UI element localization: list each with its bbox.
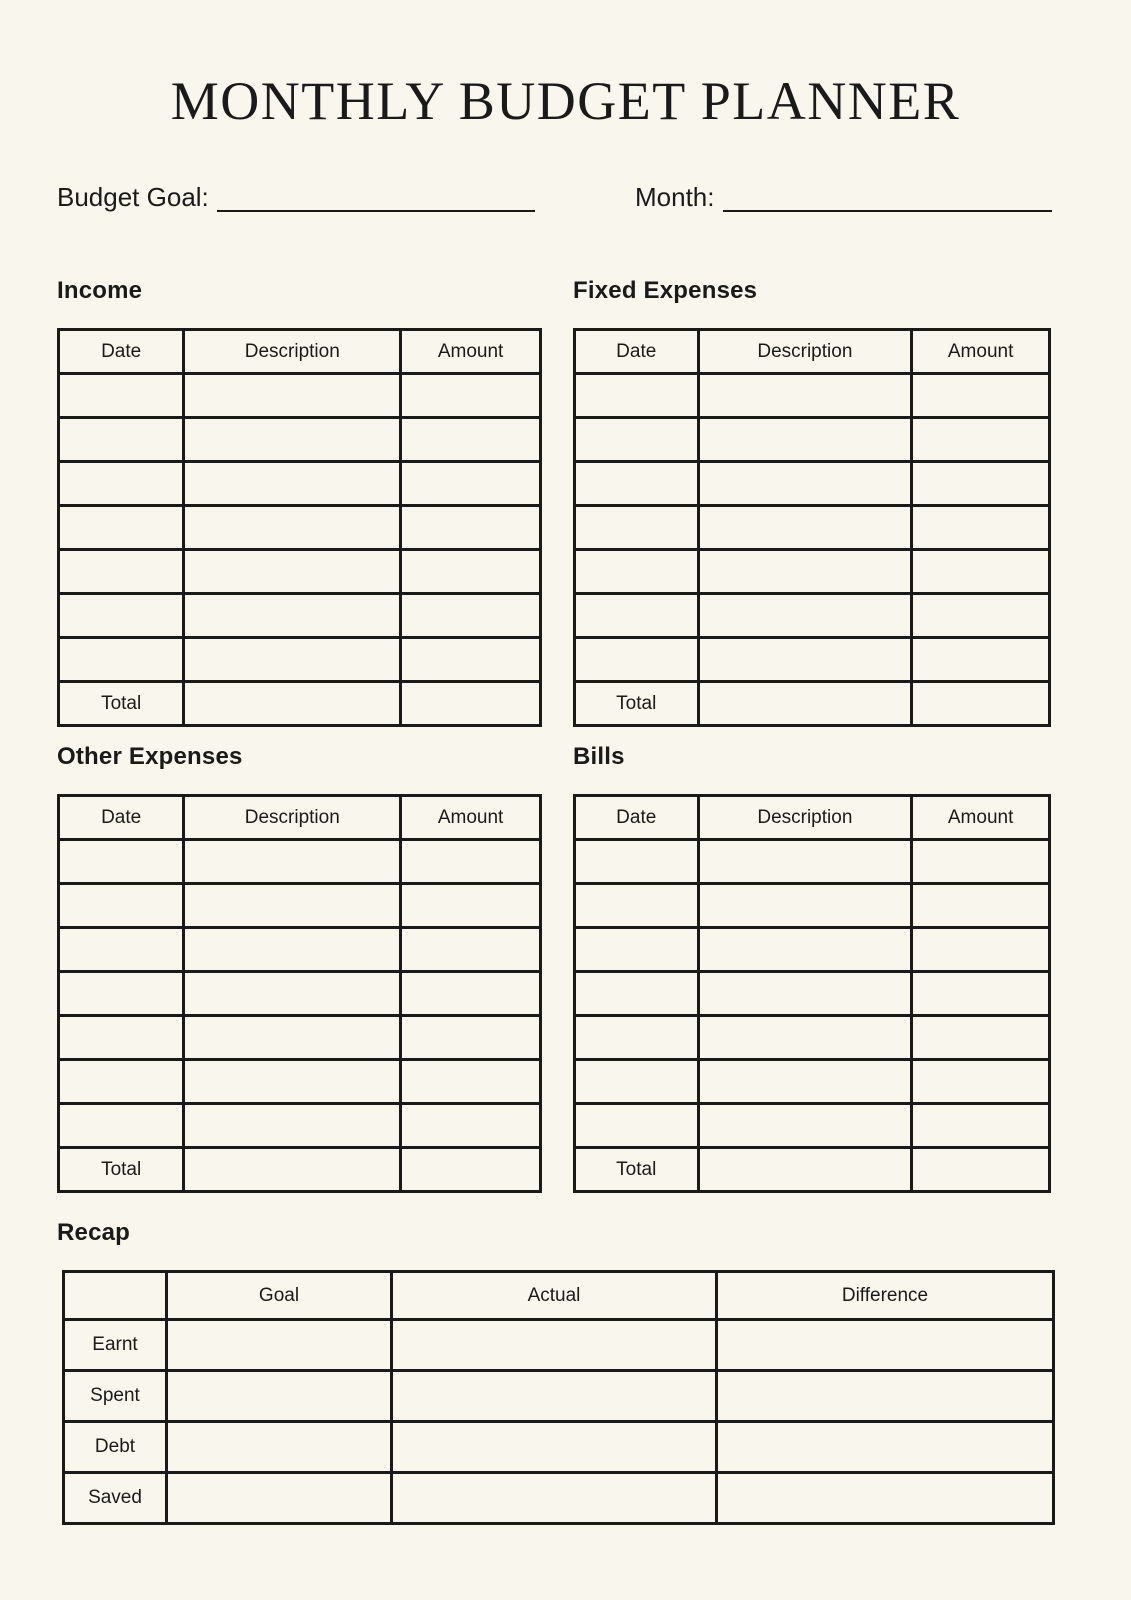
description-cell[interactable] — [698, 374, 912, 418]
column-header-description: Description — [698, 796, 912, 840]
income-table — [57, 328, 542, 727]
table-row — [575, 462, 1050, 506]
budget-goal-input-line[interactable] — [217, 210, 535, 212]
date-cell[interactable] — [59, 972, 184, 1016]
total-amount-cell[interactable] — [401, 682, 541, 726]
column-header-date: Date — [575, 796, 699, 840]
table-header-row — [575, 796, 1050, 840]
total-row — [575, 682, 1050, 726]
description-cell[interactable] — [184, 840, 401, 884]
saved-goal-cell[interactable] — [167, 1473, 392, 1524]
amount-cell[interactable] — [912, 972, 1050, 1016]
table-row — [59, 1104, 541, 1148]
description-cell[interactable] — [698, 972, 912, 1016]
description-cell[interactable] — [184, 594, 401, 638]
debt-goal-cell[interactable] — [167, 1422, 392, 1473]
section-title-fixed-expenses: Fixed Expenses — [573, 277, 758, 305]
month-input-line[interactable] — [723, 210, 1053, 212]
amount-cell[interactable] — [401, 374, 541, 418]
table-row — [59, 972, 541, 1016]
column-header-actual: Actual — [392, 1272, 717, 1320]
column-header-amount: Amount — [401, 796, 541, 840]
table-row — [59, 928, 541, 972]
amount-cell[interactable] — [401, 638, 541, 682]
description-cell[interactable] — [698, 506, 912, 550]
total-description-cell[interactable] — [698, 682, 912, 726]
column-header-amount: Amount — [401, 330, 541, 374]
amount-cell[interactable] — [912, 1060, 1050, 1104]
table-row — [575, 550, 1050, 594]
table-row — [59, 594, 541, 638]
table-row — [59, 1060, 541, 1104]
column-header-amount: Amount — [912, 796, 1050, 840]
recap-row-label: Spent — [64, 1371, 167, 1422]
total-label: Total — [575, 1148, 699, 1192]
table-row — [575, 840, 1050, 884]
total-description-cell[interactable] — [184, 682, 401, 726]
column-header-description: Description — [184, 796, 401, 840]
date-cell[interactable] — [59, 594, 184, 638]
recap-section — [0, 1219, 1131, 1525]
budget-goal-field — [57, 183, 535, 213]
description-cell[interactable] — [184, 1060, 401, 1104]
bills-section — [573, 743, 1051, 1193]
description-cell[interactable] — [698, 462, 912, 506]
recap-table — [62, 1270, 1055, 1525]
recap-row-label: Earnt — [64, 1320, 167, 1371]
date-cell[interactable] — [59, 884, 184, 928]
amount-cell[interactable] — [912, 884, 1050, 928]
description-cell[interactable] — [698, 594, 912, 638]
column-header-description: Description — [184, 330, 401, 374]
description-cell[interactable] — [184, 928, 401, 972]
description-cell[interactable] — [698, 1060, 912, 1104]
description-cell[interactable] — [184, 550, 401, 594]
amount-cell[interactable] — [401, 972, 541, 1016]
debt-actual-cell[interactable] — [392, 1422, 717, 1473]
total-row — [575, 1148, 1050, 1192]
recap-row-label: Saved — [64, 1473, 167, 1524]
fixed-expenses-section — [573, 277, 1051, 727]
column-header-date: Date — [59, 796, 184, 840]
table-row — [59, 840, 541, 884]
recap-corner-cell — [64, 1272, 167, 1320]
description-cell[interactable] — [184, 462, 401, 506]
date-cell[interactable] — [575, 928, 699, 972]
amount-cell[interactable] — [401, 462, 541, 506]
amount-cell[interactable] — [401, 506, 541, 550]
date-cell[interactable] — [575, 374, 699, 418]
earnt-actual-cell[interactable] — [392, 1320, 717, 1371]
table-row — [575, 1016, 1050, 1060]
column-header-goal: Goal — [167, 1272, 392, 1320]
date-cell[interactable] — [575, 506, 699, 550]
month-label: Month: — [635, 182, 715, 213]
amount-cell[interactable] — [912, 550, 1050, 594]
amount-cell[interactable] — [401, 884, 541, 928]
date-cell[interactable] — [575, 550, 699, 594]
date-cell[interactable] — [59, 1060, 184, 1104]
section-title-recap: Recap — [57, 1219, 131, 1247]
date-cell[interactable] — [59, 928, 184, 972]
table-row — [575, 972, 1050, 1016]
table-row — [575, 506, 1050, 550]
debt-difference-cell[interactable] — [717, 1422, 1054, 1473]
date-cell[interactable] — [59, 506, 184, 550]
date-cell[interactable] — [59, 1016, 184, 1060]
other-expenses-table — [57, 794, 542, 1193]
description-cell[interactable] — [184, 972, 401, 1016]
amount-cell[interactable] — [912, 506, 1050, 550]
description-cell[interactable] — [698, 928, 912, 972]
column-header-description: Description — [698, 330, 912, 374]
saved-difference-cell[interactable] — [717, 1473, 1054, 1524]
date-cell[interactable] — [575, 1016, 699, 1060]
spent-goal-cell[interactable] — [167, 1371, 392, 1422]
total-amount-cell[interactable] — [912, 682, 1050, 726]
total-label: Total — [575, 682, 699, 726]
amount-cell[interactable] — [401, 418, 541, 462]
description-cell[interactable] — [184, 506, 401, 550]
table-row — [575, 594, 1050, 638]
amount-cell[interactable] — [401, 840, 541, 884]
total-row — [59, 1148, 541, 1192]
recap-row-spent — [64, 1371, 1054, 1422]
date-cell[interactable] — [575, 972, 699, 1016]
table-row — [59, 884, 541, 928]
amount-cell[interactable] — [401, 1060, 541, 1104]
table-row — [59, 550, 541, 594]
date-cell[interactable] — [59, 638, 184, 682]
income-section — [57, 277, 542, 727]
earnt-difference-cell[interactable] — [717, 1320, 1054, 1371]
table-row — [575, 928, 1050, 972]
date-cell[interactable] — [59, 374, 184, 418]
total-label: Total — [59, 682, 184, 726]
table-row — [575, 638, 1050, 682]
table-row — [575, 884, 1050, 928]
date-cell[interactable] — [575, 594, 699, 638]
table-row — [59, 1016, 541, 1060]
section-title-other-expenses: Other Expenses — [57, 743, 243, 771]
date-cell[interactable] — [575, 884, 699, 928]
other-expenses-section — [57, 743, 542, 1193]
recap-row-earnt — [64, 1320, 1054, 1371]
total-label: Total — [59, 1148, 184, 1192]
total-description-cell[interactable] — [698, 1148, 912, 1192]
table-header-row — [575, 330, 1050, 374]
date-cell[interactable] — [59, 550, 184, 594]
recap-row-label: Debt — [64, 1422, 167, 1473]
bills-table — [573, 794, 1051, 1193]
description-cell[interactable] — [698, 840, 912, 884]
amount-cell[interactable] — [912, 1016, 1050, 1060]
total-amount-cell[interactable] — [401, 1148, 541, 1192]
date-cell[interactable] — [59, 1104, 184, 1148]
earnt-goal-cell[interactable] — [167, 1320, 392, 1371]
amount-cell[interactable] — [401, 550, 541, 594]
amount-cell[interactable] — [912, 840, 1050, 884]
amount-cell[interactable] — [401, 1104, 541, 1148]
total-description-cell[interactable] — [184, 1148, 401, 1192]
amount-cell[interactable] — [912, 1104, 1050, 1148]
table-header-row — [59, 330, 541, 374]
description-cell[interactable] — [184, 418, 401, 462]
section-title-income: Income — [57, 277, 143, 305]
table-row — [575, 418, 1050, 462]
date-cell[interactable] — [575, 418, 699, 462]
description-cell[interactable] — [698, 1104, 912, 1148]
amount-cell[interactable] — [912, 418, 1050, 462]
spent-difference-cell[interactable] — [717, 1371, 1054, 1422]
table-row — [575, 374, 1050, 418]
date-cell[interactable] — [59, 840, 184, 884]
table-row — [575, 1060, 1050, 1104]
description-cell[interactable] — [184, 374, 401, 418]
date-cell[interactable] — [575, 462, 699, 506]
column-header-difference: Difference — [717, 1272, 1054, 1320]
table-row — [59, 374, 541, 418]
column-header-date: Date — [59, 330, 184, 374]
total-row — [59, 682, 541, 726]
table-header-row — [59, 796, 541, 840]
date-cell[interactable] — [575, 1104, 699, 1148]
description-cell[interactable] — [698, 638, 912, 682]
table-row — [575, 1104, 1050, 1148]
column-header-amount: Amount — [912, 330, 1050, 374]
description-cell[interactable] — [698, 550, 912, 594]
section-title-bills: Bills — [573, 743, 625, 771]
date-cell[interactable] — [59, 462, 184, 506]
amount-cell[interactable] — [912, 594, 1050, 638]
saved-actual-cell[interactable] — [392, 1473, 717, 1524]
description-cell[interactable] — [184, 1104, 401, 1148]
date-cell[interactable] — [575, 840, 699, 884]
description-cell[interactable] — [184, 884, 401, 928]
table-row — [59, 506, 541, 550]
amount-cell[interactable] — [912, 928, 1050, 972]
recap-row-debt — [64, 1422, 1054, 1473]
budget-goal-label: Budget Goal: — [57, 182, 209, 213]
fixed-expenses-table — [573, 328, 1051, 727]
description-cell[interactable] — [698, 418, 912, 462]
table-row — [59, 462, 541, 506]
budget-tables-grid — [0, 277, 1131, 1209]
table-row — [59, 418, 541, 462]
amount-cell[interactable] — [912, 462, 1050, 506]
description-cell[interactable] — [698, 884, 912, 928]
column-header-date: Date — [575, 330, 699, 374]
amount-cell[interactable] — [912, 374, 1050, 418]
total-amount-cell[interactable] — [912, 1148, 1050, 1192]
date-cell[interactable] — [575, 1060, 699, 1104]
description-cell[interactable] — [698, 1016, 912, 1060]
spent-actual-cell[interactable] — [392, 1371, 717, 1422]
description-cell[interactable] — [184, 638, 401, 682]
amount-cell[interactable] — [401, 1016, 541, 1060]
amount-cell[interactable] — [912, 638, 1050, 682]
date-cell[interactable] — [575, 638, 699, 682]
header-fields — [57, 183, 1052, 213]
page-title: MONTHLY BUDGET PLANNER — [170, 71, 961, 131]
amount-cell[interactable] — [401, 928, 541, 972]
date-cell[interactable] — [59, 418, 184, 462]
description-cell[interactable] — [184, 1016, 401, 1060]
recap-header-row — [64, 1272, 1054, 1320]
amount-cell[interactable] — [401, 594, 541, 638]
month-field — [635, 183, 1052, 213]
table-row — [59, 638, 541, 682]
recap-row-saved — [64, 1473, 1054, 1524]
